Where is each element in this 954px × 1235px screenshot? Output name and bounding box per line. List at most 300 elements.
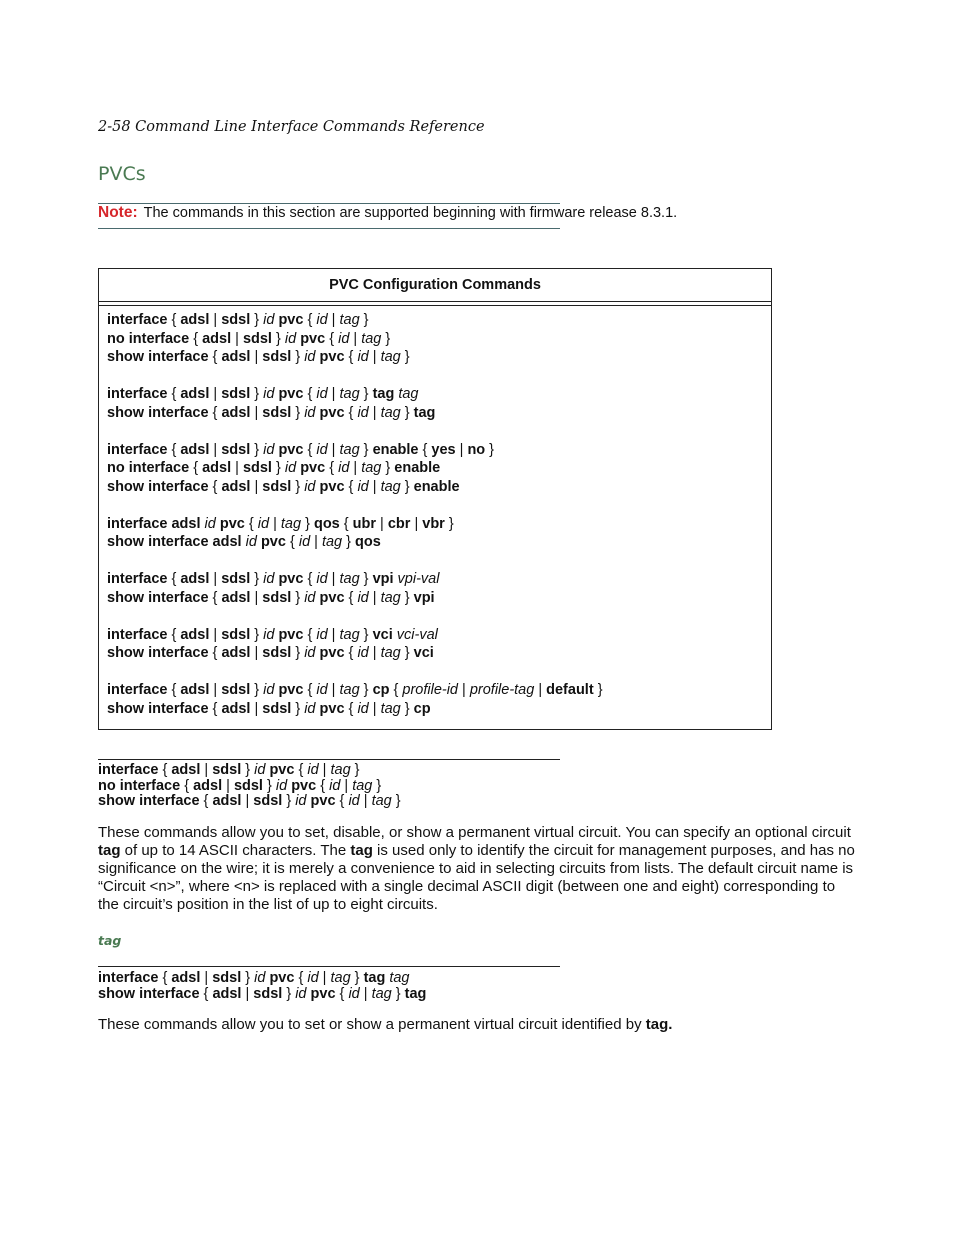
syntax-text: | — [368, 404, 381, 421]
syntax-text: { — [344, 700, 358, 717]
syntax-text: | — [200, 762, 213, 778]
parameter: id — [254, 970, 266, 986]
parameter: id — [304, 700, 316, 717]
syntax-text: } — [291, 645, 305, 661]
keyword: tag — [350, 842, 373, 859]
keyword: tag — [98, 842, 121, 859]
parameter: tag — [352, 777, 373, 794]
parameter: tag — [380, 700, 401, 717]
syntax-text: { — [208, 404, 222, 421]
syntax-text: } — [342, 534, 356, 550]
keyword: interface — [107, 682, 168, 698]
syntax-text: | — [209, 312, 222, 328]
parameter: id — [338, 330, 350, 347]
syntax-text: { — [303, 682, 317, 698]
parameter: id — [316, 386, 328, 402]
syntax-text: } — [372, 777, 382, 794]
keyword: pvc — [291, 777, 317, 794]
keyword: tag — [413, 404, 436, 421]
parameter: tag — [339, 386, 360, 402]
syntax-text: } — [282, 985, 296, 1002]
syntax-text: } — [400, 589, 414, 606]
parameter: id — [316, 626, 328, 643]
keyword: sdsl — [233, 777, 263, 794]
syntax-text: { — [167, 386, 181, 402]
keyword: sdsl — [262, 700, 292, 717]
keyword: adsl — [202, 460, 232, 476]
keyword: show interface — [98, 985, 200, 1002]
parameter: tag — [371, 985, 392, 1002]
keyword: sdsl — [221, 682, 251, 698]
keyword: sdsl — [221, 386, 251, 402]
syntax-text: } — [271, 460, 285, 476]
command-line — [107, 441, 763, 460]
syntax-text: { — [167, 682, 181, 698]
syntax-text: { — [303, 571, 317, 587]
parameter: id — [357, 700, 369, 717]
keyword: pvc — [319, 589, 345, 606]
keyword: adsl — [193, 777, 223, 794]
parameter: id — [304, 478, 316, 495]
keyword: adsl — [180, 626, 210, 643]
section-rule — [98, 966, 560, 967]
parameter: tag — [339, 626, 360, 643]
parameter: profile-tag — [469, 682, 535, 698]
keyword: tag. — [645, 1016, 673, 1033]
syntax-text: | — [349, 460, 362, 476]
keyword: sdsl — [212, 970, 242, 986]
syntax-text: } — [282, 793, 296, 809]
parameter: id — [275, 777, 288, 794]
keyword: sdsl — [262, 404, 292, 421]
syntax-text: { — [208, 349, 222, 365]
keyword: enable — [394, 460, 441, 476]
parameter: id — [263, 312, 275, 328]
keyword: pvc — [319, 645, 345, 661]
syntax-text: { — [325, 460, 339, 476]
syntax-text: } — [250, 441, 264, 458]
keyword: sdsl — [221, 312, 251, 328]
keyword: no interface — [107, 330, 190, 347]
syntax-text: } — [359, 386, 373, 402]
keyword: adsl — [202, 330, 232, 347]
keyword: vpi — [372, 571, 394, 587]
syntax-text: | — [200, 970, 213, 986]
syntax-text: | — [368, 349, 381, 365]
syntax-text: | — [209, 386, 222, 402]
keyword: no — [467, 441, 486, 458]
parameter: tag — [330, 762, 351, 778]
parameter: id — [357, 404, 369, 421]
parameter: id — [245, 534, 257, 550]
syntax-text: } — [250, 626, 264, 643]
keyword: interface — [107, 441, 168, 458]
keyword: pvc — [278, 682, 304, 698]
syntax-text: } — [271, 330, 285, 347]
parameter: id — [304, 589, 316, 606]
command-line — [107, 385, 763, 404]
parameter: id — [304, 404, 316, 421]
command-group — [107, 441, 763, 497]
keyword: pvc — [319, 349, 345, 365]
parameter: id — [263, 386, 275, 402]
syntax-text: | — [241, 793, 254, 809]
syntax-text: } — [400, 404, 414, 421]
keyword: pvc — [219, 515, 245, 532]
parameter: tag — [330, 970, 351, 986]
syntax-text: } — [250, 571, 264, 587]
parameter: id — [316, 441, 328, 458]
syntax-text: } — [291, 404, 305, 421]
syntax-text: } — [359, 626, 373, 643]
parameter: id — [263, 682, 275, 698]
syntax-text: } — [291, 589, 305, 606]
syntax-text: } — [381, 330, 391, 347]
subsection-heading-tag: tag — [98, 933, 122, 948]
parameter: id — [357, 645, 369, 661]
syntax-text: { — [335, 985, 349, 1002]
syntax-text: { — [303, 312, 317, 328]
syntax-text: | — [359, 985, 372, 1002]
syntax-text: | — [318, 762, 331, 778]
syntax-text: { — [294, 970, 308, 986]
syntax-text: | — [327, 571, 340, 587]
keyword: sdsl — [221, 441, 251, 458]
keyword: adsl — [221, 589, 251, 606]
keyword: sdsl — [253, 985, 283, 1002]
parameter: tag — [380, 589, 401, 606]
syntax-text: | — [250, 404, 263, 421]
keyword: pvc — [278, 386, 304, 402]
pvc-command-syntax — [98, 763, 401, 810]
command-line — [107, 330, 763, 349]
syntax-text: } — [350, 762, 360, 778]
syntax-text: } — [262, 777, 276, 794]
parameter: id — [357, 349, 369, 365]
syntax-text: } — [400, 700, 414, 717]
syntax-text: | — [410, 515, 423, 532]
keyword: show interface — [107, 645, 209, 661]
syntax-text: { — [303, 386, 317, 402]
syntax-text: { — [344, 645, 358, 661]
keyword: pvc — [310, 985, 336, 1002]
keyword: pvc — [278, 571, 304, 587]
parameter: id — [284, 330, 297, 347]
table-title: PVC Configuration Commands — [99, 269, 771, 302]
command-group — [107, 311, 763, 367]
parameter: id — [357, 589, 369, 606]
syntax-text: } — [291, 700, 305, 717]
keyword: interface — [98, 762, 159, 778]
keyword: pvc — [260, 534, 286, 550]
syntax-text: { — [208, 645, 222, 661]
keyword: vci — [372, 626, 393, 643]
syntax-text: { — [303, 441, 317, 458]
keyword: sdsl — [212, 762, 242, 778]
keyword: interface — [107, 571, 168, 587]
keyword: pvc — [278, 441, 304, 458]
syntax-text: } — [359, 312, 369, 328]
parameter: tag — [280, 515, 302, 532]
keyword: sdsl — [262, 349, 292, 365]
parameter: tag — [339, 312, 360, 328]
syntax-text: | — [327, 682, 340, 698]
tag-description — [98, 1016, 860, 1034]
keyword: cp — [413, 700, 431, 717]
parameter: id — [316, 312, 328, 328]
command-line — [98, 779, 401, 795]
table-body — [99, 306, 771, 718]
parameter: id — [295, 985, 307, 1002]
parameter: id — [295, 793, 307, 809]
syntax-text: } — [241, 970, 255, 986]
keyword: adsl — [212, 793, 242, 809]
command-line — [107, 644, 763, 663]
keyword: ubr — [352, 515, 377, 532]
keyword: cbr — [387, 515, 411, 532]
syntax-text: } — [359, 441, 373, 458]
keyword: sdsl — [262, 645, 292, 661]
parameter: tag — [380, 478, 401, 495]
keyword: sdsl — [242, 460, 272, 476]
parameter: id — [329, 777, 341, 794]
parameter: profile-id — [402, 682, 458, 698]
syntax-text: { — [189, 460, 203, 476]
keyword: cp — [372, 682, 390, 698]
keyword: sdsl — [221, 571, 251, 587]
syntax-text: { — [189, 330, 203, 347]
syntax-text: | — [250, 478, 263, 495]
keyword: tag — [372, 386, 395, 402]
keyword: adsl — [221, 404, 251, 421]
parameter: id — [316, 571, 328, 587]
syntax-text: | — [458, 682, 470, 698]
keyword: adsl — [180, 312, 210, 328]
parameter: tag — [321, 534, 343, 550]
syntax-text: } — [250, 386, 264, 402]
keyword: pvc — [319, 700, 345, 717]
syntax-text: | — [327, 386, 340, 402]
keyword: vpi — [413, 589, 435, 606]
parameter: id — [357, 478, 369, 495]
syntax-text: } — [291, 478, 305, 495]
section-rule — [98, 759, 560, 760]
parameter: tag — [380, 645, 401, 661]
keyword: no interface — [98, 777, 181, 794]
keyword: show interface — [107, 700, 209, 717]
keyword: vbr — [422, 515, 445, 532]
syntax-text: | — [368, 589, 381, 606]
command-line — [107, 515, 763, 534]
syntax-text: { — [389, 682, 403, 698]
parameter: id — [204, 515, 216, 532]
syntax-text: | — [310, 534, 322, 550]
syntax-text: | — [340, 777, 353, 794]
parameter: id — [307, 970, 319, 986]
command-line — [107, 459, 763, 478]
keyword: qos — [355, 534, 381, 550]
syntax-text: } — [250, 682, 264, 698]
keyword: adsl — [180, 386, 210, 402]
keyword: yes — [431, 441, 456, 458]
syntax-text: | — [209, 441, 222, 458]
parameter: id — [284, 460, 297, 476]
keyword: adsl — [171, 762, 201, 778]
syntax-text: } — [593, 682, 603, 698]
keyword: pvc — [319, 478, 345, 495]
parameter: id — [257, 515, 270, 532]
parameter: tag — [339, 682, 360, 698]
syntax-text: | — [250, 645, 263, 661]
keyword: pvc — [269, 762, 295, 778]
parameter: tag — [380, 349, 401, 365]
keyword: vci — [413, 645, 434, 661]
keyword: interface — [107, 312, 168, 328]
syntax-text: { — [167, 441, 181, 458]
syntax-text: { — [325, 330, 339, 347]
syntax-text: | — [250, 589, 263, 606]
syntax-text: | — [231, 460, 243, 476]
command-line — [98, 971, 426, 987]
syntax-text: | — [250, 700, 263, 717]
command-group — [107, 515, 763, 552]
syntax-text: { — [244, 515, 258, 532]
pvc-description — [98, 824, 860, 914]
syntax-text: | — [349, 330, 362, 347]
parameter: id — [316, 682, 328, 698]
syntax-text: | — [368, 700, 381, 717]
keyword: enable — [372, 441, 419, 458]
command-line — [107, 589, 763, 608]
command-group — [107, 626, 763, 663]
command-line — [107, 570, 763, 589]
command-line — [107, 348, 763, 367]
parameter: id — [307, 762, 319, 778]
keyword: adsl — [171, 970, 201, 986]
parameter: id — [263, 441, 275, 458]
keyword: tag — [404, 985, 427, 1002]
syntax-text: { — [344, 478, 358, 495]
syntax-text: | — [455, 441, 468, 458]
parameter: id — [298, 534, 311, 550]
syntax-text: } — [391, 793, 401, 809]
parameter: id — [263, 571, 275, 587]
keyword: sdsl — [221, 626, 251, 643]
parameter: id — [254, 762, 266, 778]
keyword: interface — [107, 386, 168, 402]
syntax-text: { — [180, 777, 194, 794]
syntax-text: { — [303, 626, 317, 643]
syntax-text: { — [158, 970, 172, 986]
keyword: show interface adsl — [107, 534, 242, 550]
syntax-text: is used only to identify the circuit for management purposes, and has no significance on the wire; it is merely a convenience to aid in selecting circuits from lists. The default circuit name is “Circuit <n>”, where <n> is replaced with a single decimal ASCII digit (between one and eight) corresponding to the circuit’s position in the list of up to eight circuits. — [98, 842, 855, 913]
syntax-text: | — [327, 626, 340, 643]
command-line — [107, 626, 763, 645]
syntax-text: { — [167, 312, 181, 328]
syntax-text: | — [368, 645, 381, 661]
command-line — [107, 311, 763, 330]
syntax-text: } — [400, 349, 410, 365]
syntax-text: } — [400, 478, 414, 495]
running-header: 2-58 Command Line Interface Commands Reference — [98, 119, 485, 135]
syntax-text: | — [368, 478, 381, 495]
syntax-text: { — [167, 626, 181, 643]
syntax-text: | — [222, 777, 234, 794]
syntax-text: } — [241, 762, 255, 778]
syntax-text: } — [444, 515, 454, 532]
parameter: id — [304, 349, 316, 365]
syntax-text: { — [344, 589, 358, 606]
keyword: pvc — [300, 330, 326, 347]
syntax-text: } — [250, 312, 264, 328]
keyword: adsl — [221, 645, 251, 661]
syntax-text: | — [269, 515, 281, 532]
syntax-text: | — [327, 441, 340, 458]
syntax-text: | — [209, 626, 222, 643]
syntax-text: { — [208, 700, 222, 717]
syntax-text: | — [209, 571, 222, 587]
syntax-text: | — [209, 682, 222, 698]
tag-command-syntax — [98, 971, 426, 1002]
keyword: pvc — [310, 793, 336, 809]
syntax-text: } — [485, 441, 495, 458]
keyword: show interface — [98, 793, 200, 809]
parameter: tag — [389, 970, 410, 986]
parameter: tag — [339, 571, 360, 587]
syntax-text: { — [316, 777, 330, 794]
keyword: tag — [363, 970, 386, 986]
command-line — [107, 700, 763, 719]
syntax-text: These commands allow you to set, disable, or show a permanent virtual circuit. You can specify an optional circuit — [98, 824, 851, 841]
syntax-text: { — [208, 478, 222, 495]
keyword: interface adsl — [107, 515, 201, 532]
parameter: tag — [398, 386, 419, 402]
command-line — [98, 794, 401, 810]
command-line — [98, 987, 426, 1003]
parameter: id — [304, 645, 316, 661]
syntax-text: | — [359, 793, 372, 809]
syntax-text: | — [327, 312, 340, 328]
command-table — [98, 268, 772, 730]
syntax-text: | — [376, 515, 388, 532]
syntax-text: { — [208, 589, 222, 606]
keyword: adsl — [221, 349, 251, 365]
syntax-text: { — [344, 404, 358, 421]
syntax-text: | — [250, 349, 263, 365]
parameter: tag — [371, 793, 392, 809]
keyword: sdsl — [262, 589, 292, 606]
keyword: adsl — [221, 700, 251, 717]
section-title: PVCs — [98, 163, 146, 185]
parameter: id — [338, 460, 350, 476]
keyword: show interface — [107, 404, 209, 421]
keyword: sdsl — [242, 330, 272, 347]
keyword: pvc — [278, 312, 304, 328]
syntax-text: of up to 14 ASCII characters. The — [120, 842, 351, 859]
syntax-text: } — [350, 970, 364, 986]
syntax-text: { — [285, 534, 299, 550]
command-group — [107, 570, 763, 607]
syntax-text: { — [344, 349, 358, 365]
keyword: show interface — [107, 349, 209, 365]
syntax-text: { — [294, 762, 308, 778]
syntax-text: { — [418, 441, 432, 458]
note-label: Note: — [98, 204, 138, 221]
command-line — [107, 404, 763, 423]
parameter: id — [348, 793, 360, 809]
keyword: adsl — [180, 441, 210, 458]
keyword: adsl — [180, 682, 210, 698]
